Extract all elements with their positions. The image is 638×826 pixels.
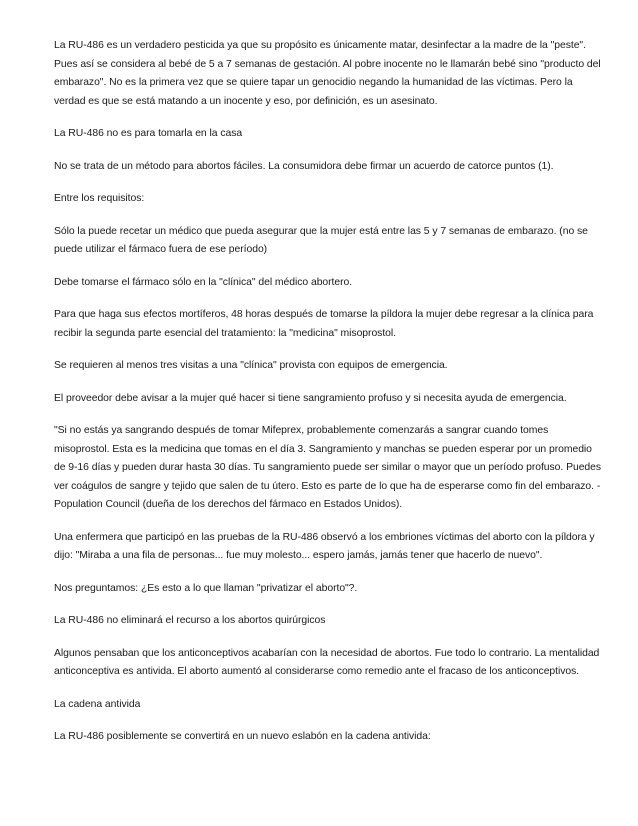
heading-abortos-quirurgicos: La RU-486 no eliminará el recurso a los abortos quirúrgicos xyxy=(54,615,326,626)
paragraph-enfermera: Una enfermera que participó en las pruebas de la RU-486 observó a los embriones víctimas del aborto con la píldora y dijo: "Miraba a una fila de personas... fue muy molesto... espero jamás, jamás tener que hacerlo de nuevo". xyxy=(54,531,595,561)
document-body xyxy=(54,37,602,761)
paragraph-cita-mifeprex: "Si no estás ya sangrando después de tomar Mifeprex, probablemente comenzarás a sangrar cuando tomes misoprostol. Esta es la medicina que tomas en el día 3. Sangramiento y manchas se pueden esperar por un promedio de 9-16 días y pueden durar hasta 30 días. Tu sangramiento puede ser similar o mayor que un período profuso. Puedes ver coágulos de sangre y tejido que salen de tu útero. Esto es parte de lo que ha de esperarse como fin del embarazo. -Population Council (dueña de los derechos del fármaco en Estados Unidos). xyxy=(54,425,602,510)
paragraph-requisito-visitas: Se requieren al menos tres visitas a una "clínica" provista con equipos de emergencia. xyxy=(54,360,448,371)
paragraph-requisito-receta: Sólo la puede recetar un médico que pueda asegurar que la mujer está entre las 5 y 7 semanas de embarazo. (no se puede utilizar el fármaco fuera de ese período) xyxy=(54,225,588,255)
heading-no-en-casa: La RU-486 no es para tomarla en la casa xyxy=(54,128,243,139)
paragraph-anticonceptivos: Algunos pensaban que los anticonceptivos acabarían con la necesidad de abortos. Fue todo lo contrario. La mentalidad anticonceptiva es antivida. El aborto aumentó al considerarse como remedio ante el fracaso de los anticonceptivos. xyxy=(54,647,600,677)
paragraph-requisito-aviso: El proveedor debe avisar a la mujer qué hacer si tiene sangramiento profuso y si necesita ayuda de emergencia. xyxy=(54,392,567,404)
paragraph-acuerdo: No se trata de un método para abortos fáciles. La consumidora debe firmar un acuerdo de catorce puntos (1). xyxy=(54,160,554,172)
paragraph-pesticida: La RU-486 es un verdadero pesticida ya que su propósito es únicamente matar, desinfectar a la madre de la "peste". Pues así se considera al bebé de 5 a 7 semanas de gestación. Al pobre inocente no le llamarán bebé sino "producto del embarazo". No es la primera vez que se quiere tapar un genocidio negando la humanidad de las víctimas. Pero la verdad es que se está matando a un inocente y eso, por definición, es un asesinato. xyxy=(54,40,601,107)
paragraph-nuevo-eslabon: La RU-486 posiblemente se convertirá en un nuevo eslabón en la cadena antivida: xyxy=(54,731,431,742)
paragraph-requisitos-intro: Entre los requisitos: xyxy=(54,193,145,204)
heading-cadena-antivida: La cadena antivida xyxy=(54,698,141,710)
paragraph-requisito-clinica: Debe tomarse el fármaco sólo en la "clínica" del médico abortero. xyxy=(54,276,353,288)
paragraph-privatizar: Nos preguntamos: ¿Es esto a lo que llaman "privatizar el aborto"?. xyxy=(54,582,358,594)
paragraph-requisito-48-horas: Para que haga sus efectos mortíferos, 48 horas después de tomarse la píldora la mujer debe regresar a la clínica para recibir la segunda parte esencial del tratamiento: la "medicina" misoprostol. xyxy=(54,309,594,339)
